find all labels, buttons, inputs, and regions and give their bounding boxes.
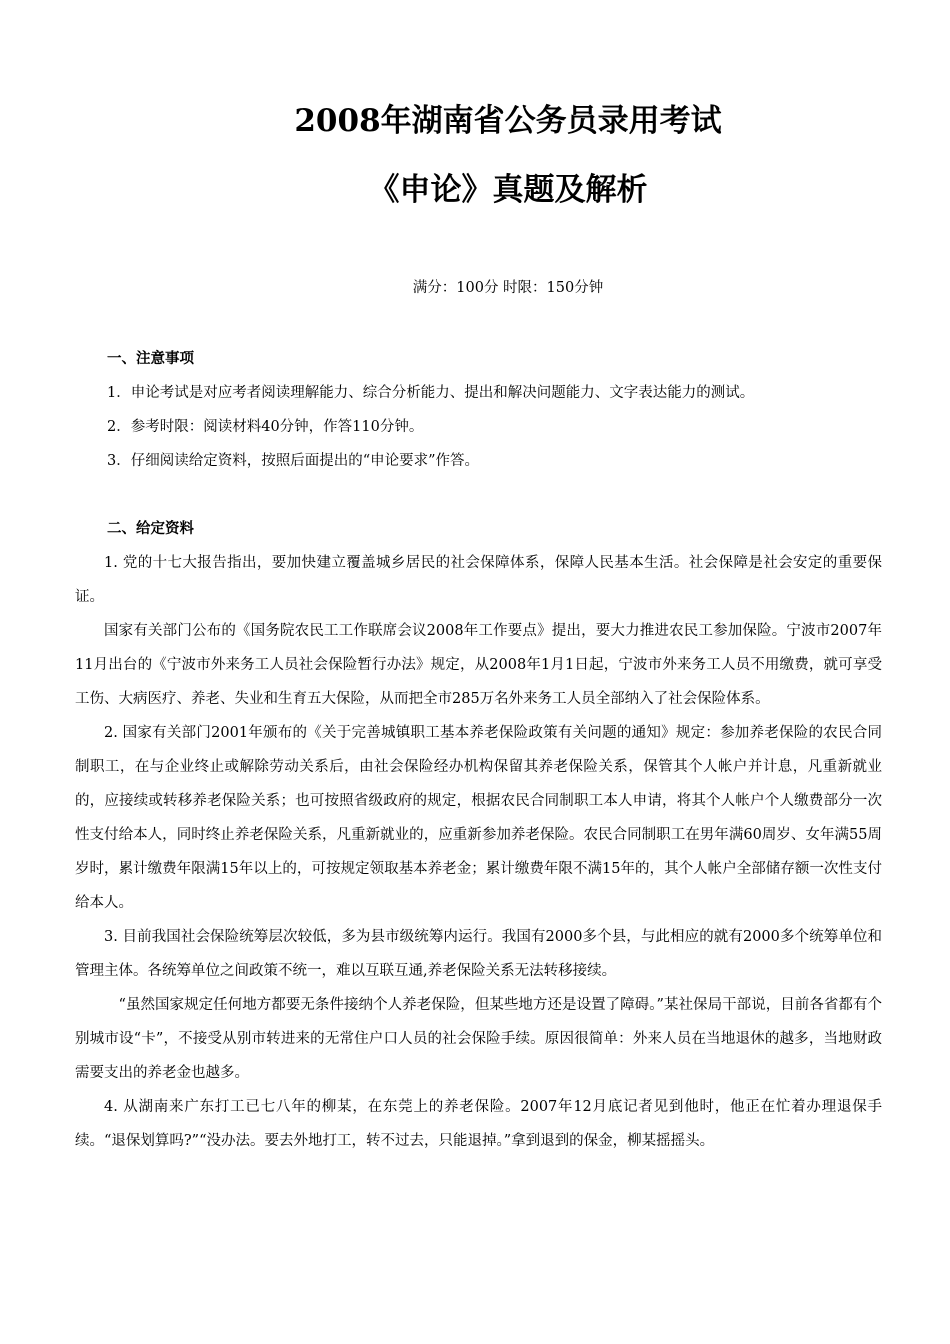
section-heading-notes: 一、注意事项	[107, 350, 194, 367]
material-paragraph: 1. 党的十七大报告指出，要加快建立覆盖城乡居民的社会保障体系，保障人民基本生活。社会保障是社会安定的重要保证。	[75, 555, 882, 605]
notes-item: 1．申论考试是对应考者阅读理解能力、综合分析能力、提出和解决问题能力、文字表达能力的测试。	[107, 385, 755, 401]
notes-item: 2．参考时限：阅读材料40分钟，作答110分钟。	[107, 419, 424, 435]
document-title-line1: 2008年湖南省公务员录用考试	[294, 103, 722, 139]
material-paragraph: 3. 目前我国社会保险统筹层次较低，多为县市级统筹内运行。我国有2000多个县，与此相应的就有2000多个统筹单位和管理主体。各统筹单位之间政策不统一，难以互联互通,养老保险关系无法转移接续。	[75, 929, 882, 979]
document-title-line2: 《申论》真题及解析	[368, 172, 648, 208]
exam-meta: 满分：100分 时限：150分钟	[412, 280, 604, 296]
material-paragraph: 2. 国家有关部门2001年颁布的《关于完善城镇职工基本养老保险政策有关问题的通知》规定：参加养老保险的农民合同制职工，在与企业终止或解除劳动关系后，由社会保险经办机构保留其养老保险关系，保管其个人帐户并计息，凡重新就业的，应接续或转移养老保险关系；也可按照省级政府的规定，根据农民合同制职工本人申请，将其个人帐户个人缴费部分一次性支付给本人，同时终止养老保险关系，凡重新就业的，应重新参加养老保险。农民合同制职工在男年满60周岁、女年满55周岁时，累计缴费年限满15年以上的，可按规定领取基本养老金；累计缴费年限不满15年的，其个人帐户全部储存额一次性支付给本人。	[75, 725, 882, 911]
section-heading-materials: 二、给定资料	[107, 520, 194, 537]
material-paragraph: “虽然国家规定任何地方都要无条件接纳个人养老保险，但某些地方还是设置了障碍。”某社保局干部说，目前各省都有个别城市设“卡”，不接受从别市转进来的无常住户口人员的社会保险手续。原因很简单：外来人员在当地退休的越多，当地财政需要支出的养老金也越多。	[75, 997, 882, 1081]
section-spacer	[107, 478, 882, 512]
document-body	[75, 342, 882, 1158]
material-paragraph: 国家有关部门公布的《国务院农民工工作联席会议2008年工作要点》提出，要大力推进农民工参加保险。宁波市2007年11月出台的《宁波市外来务工人员社会保险暂行办法》规定，从2008年1月1日起，宁波市外来务工人员不用缴费，就可享受工伤、大病医疗、养老、失业和生育五大保险，从而把全市285万名外来务工人员全部纳入了社会保险体系。	[75, 623, 882, 707]
material-paragraph: 4. 从湖南来广东打工已七八年的柳某，在东莞上的养老保险。2007年12月底记者见到他时，他正在忙着办理退保手续。“退保划算吗?”“没办法。要去外地打工，转不过去，只能退掉。”拿到退到的保金，柳某摇摇头。	[75, 1099, 882, 1149]
notes-item: 3．仔细阅读给定资料，按照后面提出的“申论要求”作答。	[107, 453, 480, 469]
